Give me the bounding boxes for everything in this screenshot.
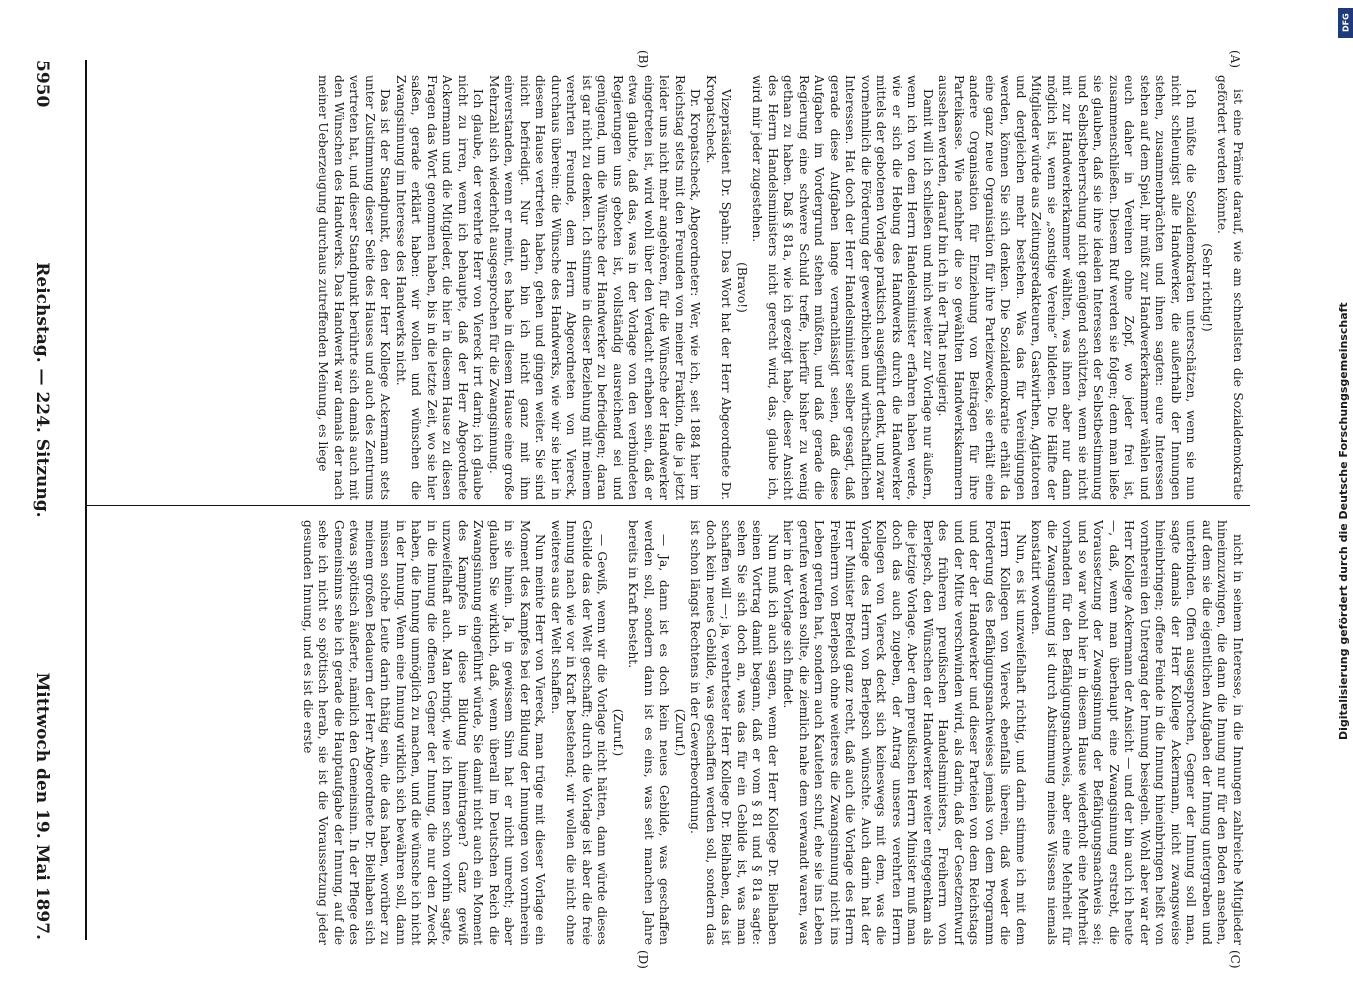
margin-marker-d: (D): [636, 950, 650, 969]
margin-marker-b: (B): [636, 50, 650, 69]
digitization-credit: Digitalisierung gefördert durch die Deutsche Forschungsgemeinschaft: [1337, 302, 1350, 740]
interjection: (Zuruf.): [673, 708, 687, 757]
dfg-logo: DFG: [1338, 8, 1353, 38]
paragraph: nicht in seinem Interesse, in die Innungen zahlreiche Mitglieder hineinzuzwingen, die dann die Innung nur für den Boden ansehen, auf dem sie die eigentlichen Aufgaben der Innung untergraben und unterbinden. Offen ausgesprochen, Gegner der Innung soll man, sagte damals der Herr Kollege Ackermann, nicht zwangsweise hineinbringen; offene Feinde in die Innung hineinbringen heißt von vornherein den Untergang der Innung besiegeln. Wohl aber war der Herr Kollege Ackermann der Ansicht — und der bin auch ich heute —, daß, wenn man überhaupt eine Zwangsinnung erstrebt, die Voraussetzung der Zwangsinnung der Befähigungsnachweis sei; und so war wohl hier in diesem Hause wiederholt eine Mehrheit vorhanden für den Befähigungsnachweis, aber eine Mehrheit für die Zwangsinnung ist durch Abstimmung meines Wissens niemals konstatirt worden.: [1029, 520, 1245, 945]
left-text-column: [95, 75, 1245, 500]
page-number: 5950: [32, 60, 52, 108]
paragraph: Nun meinte Herr von Viereck, man trüge mit dieser Vorlage ein Moment des Kampfes bei der Bildung der Innungen von vornherein in sie hinein. Ja, in gewissem Sinn hat er nicht unrecht; aber glauben Sie wirklich, daß, wenn überall im Deutschen Reich die Zwangsinnung eingeführt würde, Sie damit nicht auch ein Moment des Kampfes in diese Bildung hineintragen? Ganz gewiß unzweifelhaft auch. Man bringt, wie ich Ihnen schon vorhin sagte, in die Innung die offenen Gegner der Innung, die nur den Zweck haben, die Innung unmöglich zu machen, und die wünsche ich nicht in der Innung. Wenn eine Innung wirklich sich bewähren soll, dann müssen solche Leute darin thätig sein, die das haben, worüber zu meinem großen Bedauern der Herr Abgeordnete Dr. Bielhaben sich etwas spöttisch äußerte, nämlich den Gemeinsinn. In der Pflege des Gemeinsinns sehe ich gerade die Hauptaufgabe der Innung, auf die sehe ich nicht so spöttisch herab, sie ist die Voraussetzung jeder gesunden Innung, und es ist die erste: [301, 520, 548, 945]
interjection: (Sehr richtig!): [1200, 243, 1214, 332]
margin-marker-c: (C): [1228, 950, 1242, 969]
paragraph: — Ja, dann ist es doch kein neues Gebilde, was geschaffen werden soll, sondern dann ist es eins, was seit manchen Jahre bereits in Kraft besteht.: [626, 520, 672, 945]
paragraph: Nun, es ist unzweifelhaft richtig, und darin stimme ich mit dem Herrn Kollegen von Viereck ebenfalls überein, daß weder die Forderung des Befähigungsnachweises jemals von dem Programm und der der Handwerker und dieser Parteien von dem Reichstags und der Mitte verschwinden wird, als darin, daß der Gesetzentwurf des früheren preußischen Handelsministers, Freiherrn von Berlepsch, den Wünschen der Handwerker weiter entgegenkam als die jetzige Vorlage. Aber dem preußischen Herrn Minister muß man doch das auch zugeben, der Antrag unseres verehrten Herrn Kollegen von Viereck deckt sich keineswegs mit dem, was die Vorlage des Herrn von Berlepsch wünschte. Auch darin hat der Herr Minister Brefeld ganz recht, daß auch die Vorlage des Herrn Freiherrn von Berlepsch ohne weiteres die Zwangsinnung nicht ins Leben gerufen hat, sondern auch Kautelen schuf, ehe sie ins Leben gerufen werden sollte, die ziemlich nahe dem verwandt waren, was hier in der Vorlage sich findet.: [781, 520, 1028, 945]
header-rule: [85, 60, 87, 940]
margin-marker-a: (A): [1228, 50, 1242, 69]
paragraph: Ich glaube, der verehrte Herr von Viereck irrt darin; ich glaube nicht zu irren, wenn ich behaupte, daß der Herr Abgeordnete Ackermann und die Mitglieder, die hier in diesem Hause zu diesen Fragen das Wort genommen haben, bis in die letzte Zeit, wo sie hier saßen, gerade erklärt haben: wir wollen und wünschen die Zwangsinnung im Interesse des Handwerks nicht.: [394, 75, 486, 500]
paragraph: Damit will ich schließen und mich weiter zur Vorlage nur äußern, wenn ich von dem Herrn Handelsminister erfahren haben werde, wie er sich die Hebung des Handwerks durch die Handwerker mittels der gebotenen Vorlage praktisch ausgeführt denkt, und zwar vornehmlich die Förderung der gewerblichen und wirthschaftlichen Interessen. Hat doch der Herr Handelsminister selber gesagt, daß gerade diese Aufgaben lange vernachlässigt seien, daß diese Aufgaben im Vordergrund stehen müßten, und daß gerade die Regierung eine schwere Schuld treffe, hierfür bisher zu wenig gethan zu haben. Daß § 81a, wie ich gezeigt habe, dieser Ansicht des Herrn Handelsministers nicht gerecht wird, das, glaube ich, wird mir jeder zugestehen.: [750, 75, 935, 500]
right-text-column: [95, 520, 1245, 945]
interjection: (Bravo!): [735, 262, 749, 313]
paragraph: ist eine Prämie darauf, wie am schnellsten die Sozialdemokratie gefördert werden könnte.: [1215, 75, 1245, 500]
paragraph: Ich müßte die Sozialdemokraten unterschätzen, wenn sie nun nicht schleunigst alle Handwerker, die außerhalb der Innungen stehen, zusammenbrächten und ihnen sagten: eure Interessen stehen auf dem Spiel, ihr müßt zur Handwerkerkammer wählen und euch daher in Vereinen ohne Zopf, wo jeder frei ist, zusammenschließen. Diesem Ruf werden sie folgen; denn man ließe sie glauben, daß sie ihre idealen Interessen der Selbstbestimmung und Selbstbeherrschung nicht genügend schützten, wenn sie nicht mit zur Handwerkerkammer wählten, was ihnen aber nur dann möglich ist, wenn sie „sonstige Vereine“ bildeten. Die Hälfte der Mitglieder würde aus Zeitungsredakteuren, Gastwirthen, Agitatoren und dergleichen mehr bestehen. Was das für Vereinigungen werden, können Sie sich denken. Die Sozialdemokratie erhält da eine ganz neue Organisation für ihre Parteizwecke, sie erhält eine andere Organisation für Einziehung von Beiträgen für ihre Parteikasse. Wie nachher die so gewählten Handwerkskammern aussehen werden, darauf bin ich in der That neugierig.: [936, 75, 1199, 500]
session-title: Reichstag. — 224. Sitzung.: [32, 262, 52, 518]
interjection: (Zuruf.): [611, 708, 625, 757]
paragraph: Vizepräsident Dr. Spahn: Das Wort hat der Herr Abgeordnete Dr. Kropatscheck.: [704, 75, 734, 500]
paragraph: Das ist der Standpunkt, den der Herr Kollege Ackermann stets unter Zustimmung dieser Seite des Hauses und auch des Zentrums vertreten hat, und dieser Standpunkt berührte sich damals auch mit den Wünschen des Handwerks. Das Handwerk war damals der nach meiner Ueberzeugung durchaus zutreffenden Meinung, es liege: [316, 75, 393, 500]
paragraph: — Gewiß, wenn wir die Vorlage nicht hätten, dann würde dieses Gebilde das der Welt geschafft; durch die Vorlage ist aber die freie Innung nach wie vor in Kraft bestehend; wir wollen die nicht ohne weiteres aus der Welt schaffen.: [549, 520, 610, 945]
paragraph: Dr. Kropatscheck, Abgeordneter: Wer, wie ich, seit 1884 hier im Reichstag stets mit den Freunden von meiner Fraktion, die ja jetzt leider uns nicht mehr angehören, für die Wünsche der Handwerker eingetreten ist, wird wohl über den Verdacht erhaben sein, daß er etwa glaubte, daß das, was in der Vorlage von den verbündeten Regierungen uns geboten ist, vollständig ausreichend sei und genügend, um die Wünsche der Handwerker zu befriedigen; daran ist gar nicht zu denken. Ich stimme in dieser Beziehung mit meinem verehrten Freunde, dem Herrn Abgeordneten von Viereck, durchaus überein: die Wünsche des Handwerks, wie wir sie hier in diesem Hause vertreten haben, gehen und gingen weiter. Sie sind nicht befriedigt. Nur darin bin ich nicht ganz mit ihm einverstanden, wenn er meint, es habe in diesem Hause eine große Mehrzahl sich wiederholt ausgesprochen für die Zwangsinnung.: [487, 75, 703, 500]
column-divider: [87, 505, 1250, 506]
session-date: Mittwoch den 19. Mai 1897.: [32, 672, 52, 940]
paragraph: Nun muß ich auch sagen, wenn der Herr Kollege Dr. Bielhaben seinen Vortrag damit begann, daß er vom § 81 und § 81a sagte: sehen Sie sich doch an, was das für ein Gebilde ist, was man schaffen will —; ja, verehrtester Herr Kollege Dr. Bielhaben, das ist doch kein neues Gebilde, was geschaffen werden soll, sondern das ist schon längst Rechtens in der Gewerbeordnung.: [688, 520, 780, 945]
page-header: [32, 60, 72, 940]
